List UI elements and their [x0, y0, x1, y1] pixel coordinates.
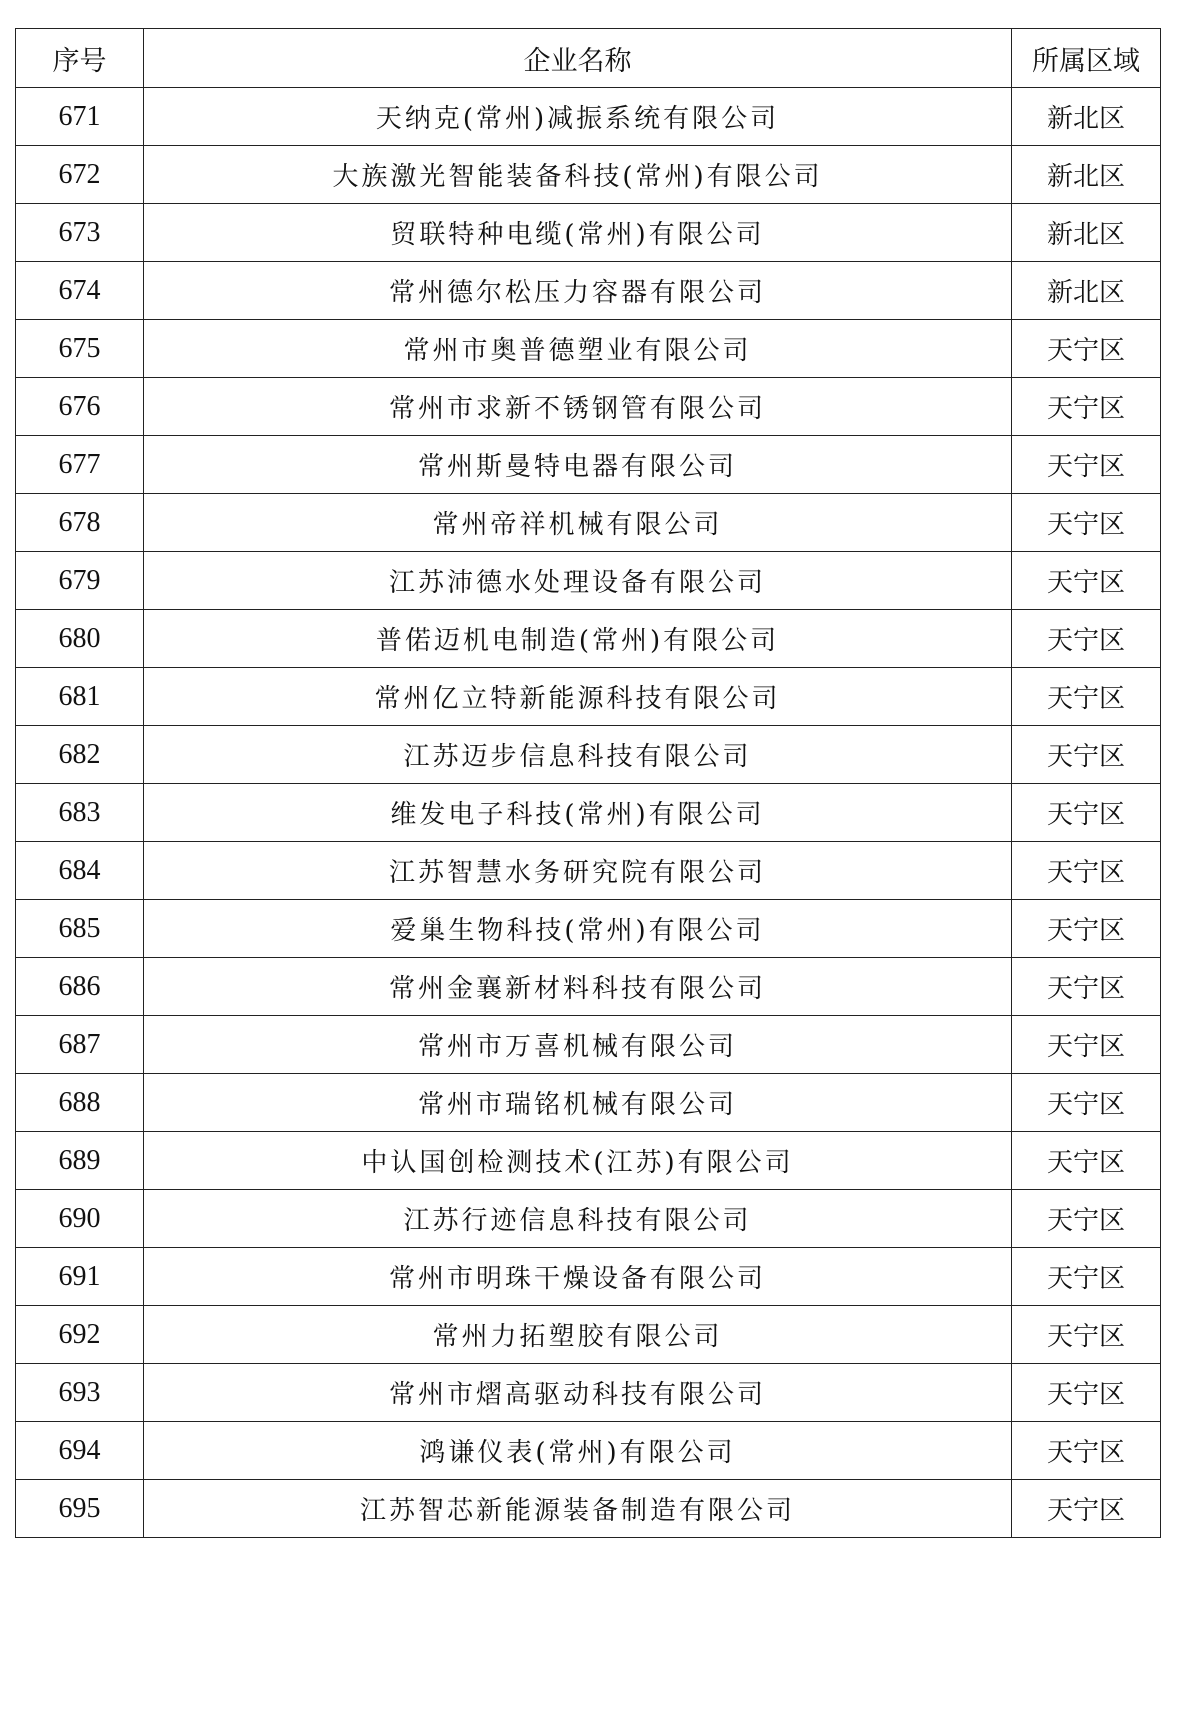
row-area: 天宁区 — [1012, 1248, 1161, 1306]
row-area: 天宁区 — [1012, 900, 1161, 958]
table-row — [16, 610, 1161, 668]
row-company-name: 江苏迈步信息科技有限公司 — [144, 726, 1012, 784]
table-row — [16, 378, 1161, 436]
row-area: 天宁区 — [1012, 320, 1161, 378]
table-row — [16, 668, 1161, 726]
row-index: 676 — [16, 378, 144, 436]
table-row — [16, 320, 1161, 378]
row-index: 675 — [16, 320, 144, 378]
row-index: 688 — [16, 1074, 144, 1132]
row-index: 673 — [16, 204, 144, 262]
row-area: 天宁区 — [1012, 668, 1161, 726]
table-row — [16, 146, 1161, 204]
row-index: 682 — [16, 726, 144, 784]
row-area: 天宁区 — [1012, 1306, 1161, 1364]
row-index: 680 — [16, 610, 144, 668]
table-body — [16, 88, 1161, 1538]
row-company-name: 大族激光智能装备科技(常州)有限公司 — [144, 146, 1012, 204]
row-area: 新北区 — [1012, 146, 1161, 204]
row-company-name: 常州市瑞铭机械有限公司 — [144, 1074, 1012, 1132]
table-row — [16, 1074, 1161, 1132]
row-area: 天宁区 — [1012, 494, 1161, 552]
row-index: 677 — [16, 436, 144, 494]
row-area: 新北区 — [1012, 204, 1161, 262]
row-index: 685 — [16, 900, 144, 958]
row-company-name: 江苏行迹信息科技有限公司 — [144, 1190, 1012, 1248]
row-index: 683 — [16, 784, 144, 842]
table-row — [16, 1480, 1161, 1538]
row-index: 695 — [16, 1480, 144, 1538]
table-row — [16, 1248, 1161, 1306]
row-company-name: 常州帝祥机械有限公司 — [144, 494, 1012, 552]
row-area: 天宁区 — [1012, 726, 1161, 784]
row-area: 天宁区 — [1012, 610, 1161, 668]
row-company-name: 常州市明珠干燥设备有限公司 — [144, 1248, 1012, 1306]
row-area: 天宁区 — [1012, 1422, 1161, 1480]
row-company-name: 常州市熠高驱动科技有限公司 — [144, 1364, 1012, 1422]
table-row — [16, 1016, 1161, 1074]
row-area: 新北区 — [1012, 262, 1161, 320]
row-company-name: 鸿谦仪表(常州)有限公司 — [144, 1422, 1012, 1480]
table-row — [16, 1132, 1161, 1190]
row-company-name: 中认国创检测技术(江苏)有限公司 — [144, 1132, 1012, 1190]
table-row — [16, 784, 1161, 842]
row-area: 天宁区 — [1012, 436, 1161, 494]
row-area: 天宁区 — [1012, 378, 1161, 436]
row-company-name: 常州亿立特新能源科技有限公司 — [144, 668, 1012, 726]
row-index: 674 — [16, 262, 144, 320]
row-company-name: 贸联特种电缆(常州)有限公司 — [144, 204, 1012, 262]
row-area: 天宁区 — [1012, 1016, 1161, 1074]
table-row — [16, 842, 1161, 900]
row-index: 681 — [16, 668, 144, 726]
row-area: 天宁区 — [1012, 552, 1161, 610]
row-area: 天宁区 — [1012, 784, 1161, 842]
row-company-name: 常州斯曼特电器有限公司 — [144, 436, 1012, 494]
table-row — [16, 1306, 1161, 1364]
table-row — [16, 900, 1161, 958]
enterprise-table — [15, 28, 1161, 1538]
header-index: 序号 — [16, 29, 144, 88]
row-company-name: 常州市奥普德塑业有限公司 — [144, 320, 1012, 378]
row-company-name: 常州德尔松压力容器有限公司 — [144, 262, 1012, 320]
row-index: 686 — [16, 958, 144, 1016]
row-company-name: 普偌迈机电制造(常州)有限公司 — [144, 610, 1012, 668]
table-header — [16, 29, 1161, 88]
table-row — [16, 1190, 1161, 1248]
row-area: 天宁区 — [1012, 842, 1161, 900]
row-company-name: 江苏沛德水处理设备有限公司 — [144, 552, 1012, 610]
row-index: 694 — [16, 1422, 144, 1480]
row-index: 678 — [16, 494, 144, 552]
row-index: 692 — [16, 1306, 144, 1364]
row-area: 天宁区 — [1012, 1480, 1161, 1538]
row-company-name: 维发电子科技(常州)有限公司 — [144, 784, 1012, 842]
row-area: 新北区 — [1012, 88, 1161, 146]
table-row — [16, 262, 1161, 320]
row-area: 天宁区 — [1012, 1364, 1161, 1422]
row-index: 684 — [16, 842, 144, 900]
row-company-name: 江苏智芯新能源装备制造有限公司 — [144, 1480, 1012, 1538]
row-company-name: 天纳克(常州)减振系统有限公司 — [144, 88, 1012, 146]
row-company-name: 常州力拓塑胶有限公司 — [144, 1306, 1012, 1364]
row-index: 691 — [16, 1248, 144, 1306]
row-index: 672 — [16, 146, 144, 204]
table-row — [16, 88, 1161, 146]
row-area: 天宁区 — [1012, 1190, 1161, 1248]
header-name: 企业名称 — [144, 29, 1012, 88]
table-row — [16, 494, 1161, 552]
table-row — [16, 204, 1161, 262]
row-index: 693 — [16, 1364, 144, 1422]
row-index: 687 — [16, 1016, 144, 1074]
table-row — [16, 1422, 1161, 1480]
row-index: 689 — [16, 1132, 144, 1190]
row-index: 671 — [16, 88, 144, 146]
row-company-name: 江苏智慧水务研究院有限公司 — [144, 842, 1012, 900]
row-area: 天宁区 — [1012, 1074, 1161, 1132]
row-index: 690 — [16, 1190, 144, 1248]
table-row — [16, 1364, 1161, 1422]
row-company-name: 常州市万喜机械有限公司 — [144, 1016, 1012, 1074]
row-company-name: 常州金襄新材料科技有限公司 — [144, 958, 1012, 1016]
row-area: 天宁区 — [1012, 1132, 1161, 1190]
row-index: 679 — [16, 552, 144, 610]
table-row — [16, 958, 1161, 1016]
row-area: 天宁区 — [1012, 958, 1161, 1016]
header-area: 所属区域 — [1012, 29, 1161, 88]
table-row — [16, 436, 1161, 494]
table-row — [16, 552, 1161, 610]
row-company-name: 爱巢生物科技(常州)有限公司 — [144, 900, 1012, 958]
table-row — [16, 726, 1161, 784]
header-row — [16, 29, 1161, 88]
row-company-name: 常州市求新不锈钢管有限公司 — [144, 378, 1012, 436]
